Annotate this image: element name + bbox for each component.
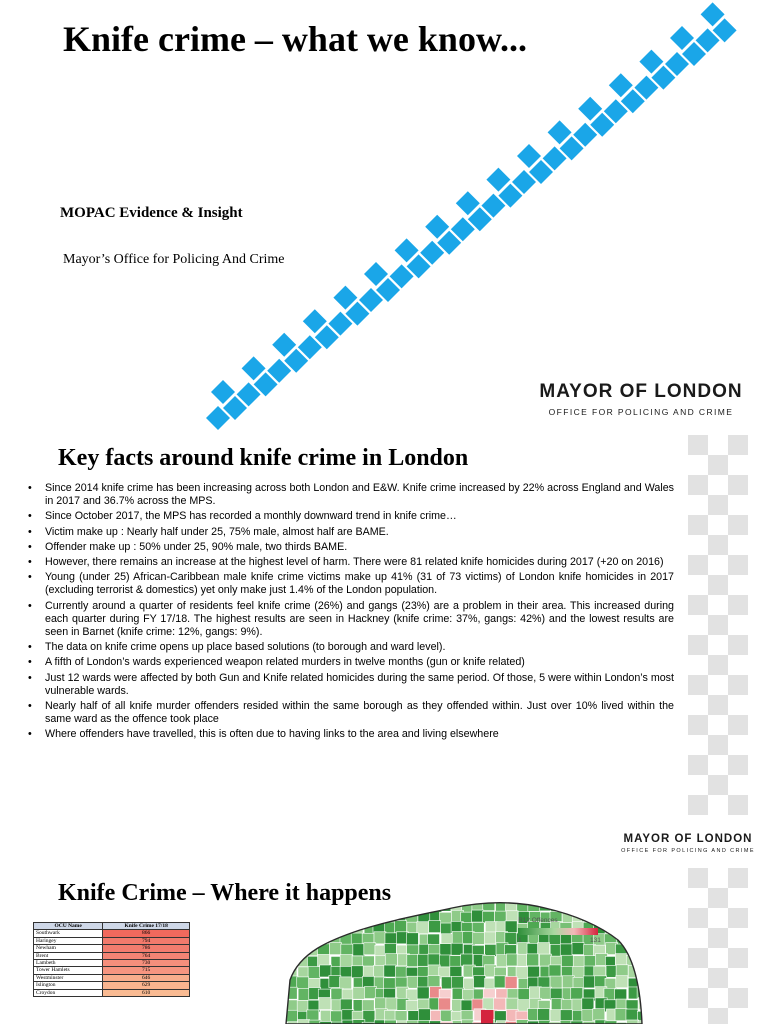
map-wards: [285, 899, 651, 1024]
ward-shape: [451, 943, 463, 955]
org-full-name: Mayor’s Office for Policing And Crime: [63, 252, 285, 267]
ward-shape: [616, 976, 628, 988]
ward-shape: [374, 932, 386, 944]
ward-shape: [494, 998, 506, 1010]
ward-shape: [428, 954, 440, 966]
ward-shape: [318, 922, 330, 934]
ward-shape: [375, 998, 387, 1010]
ward-shape: [638, 932, 650, 944]
legend-color-scale: [518, 928, 598, 935]
ward-shape: [483, 899, 495, 911]
ward-shape: [518, 989, 530, 1001]
checker-square: [728, 675, 748, 695]
ward-shape: [286, 976, 298, 988]
ward-shape: [639, 922, 651, 934]
ocu-name: Southwark: [34, 930, 103, 937]
fact-item: • Young (under 25) African-Caribbean male knife crime victims make up 41% (31 of 73 victims) of London knife homicides in 2017 (excluding terrorist & domestics) yet only make just 1.4% of the London population.: [28, 571, 674, 597]
fact-item: • Since 2014 knife crime has been increasing across both London and E&W. Knife crime increased by 22% across England and Wales in 2017 and 36.7% across the MPS.: [28, 482, 674, 508]
checker-square: [688, 555, 708, 575]
ward-shape: [429, 900, 441, 912]
ward-shape: [494, 976, 506, 988]
ward-shape: [615, 954, 627, 966]
ward-shape: [616, 965, 628, 977]
ward-shape: [506, 954, 518, 966]
ward-shape: [353, 987, 365, 999]
fact-item: • However, there remains an increase at the highest level of harm. There were 81 related knife homicides during 2017 (+20 on 2016): [28, 556, 674, 569]
ward-shape: [626, 1009, 638, 1021]
ward-shape: [561, 955, 573, 967]
ward-shape: [329, 943, 341, 955]
logo-subtitle: OFFICE FOR POLICING AND CRIME: [621, 848, 755, 854]
ward-shape: [472, 899, 484, 911]
ward-shape: [637, 954, 649, 966]
ward-shape: [582, 900, 594, 912]
ward-shape: [604, 901, 616, 913]
ward-shape: [309, 912, 321, 924]
checker-square: [708, 655, 728, 675]
checker-square: [688, 635, 708, 655]
checker-square: [708, 535, 728, 555]
ward-shape: [352, 899, 364, 911]
ocu-name: Haringey: [34, 937, 103, 944]
ward-shape: [594, 901, 606, 913]
ward-shape: [297, 932, 309, 944]
org-name: MOPAC Evidence & Insight: [60, 205, 243, 221]
fact-item: • Just 12 wards were affected by both Gun and Knife related homicides during the same period. Of those, 5 were within London’s most vulnerable wards.: [28, 672, 674, 698]
ward-shape: [351, 933, 363, 945]
checker-square: [688, 675, 708, 695]
ward-shape: [451, 899, 463, 911]
ward-shape: [606, 911, 618, 923]
ocu-name: Croydon: [34, 989, 103, 996]
ward-shape: [395, 899, 407, 911]
ward-shape: [516, 967, 528, 979]
ward-shape: [296, 944, 308, 956]
checker-square: [708, 735, 728, 755]
checker-square: [728, 635, 748, 655]
ward-shape: [639, 900, 651, 912]
ward-shape: [318, 954, 330, 966]
ward-shape: [617, 912, 629, 924]
ward-shape: [429, 921, 441, 933]
ward-shape: [342, 899, 354, 911]
ward-shape: [485, 944, 497, 956]
ward-shape: [362, 910, 374, 922]
ward-shape: [593, 1009, 605, 1021]
legend-max: 131: [590, 937, 601, 944]
ward-shape: [364, 901, 376, 913]
ward-shape: [386, 998, 398, 1010]
ward-shape: [285, 987, 297, 999]
ward-shape: [319, 998, 331, 1010]
knife-crime-value: 866: [103, 930, 190, 937]
knife-crime-value: 794: [103, 937, 190, 944]
fact-item: • Where offenders have travelled, this is often due to having links to the area and living elsewhere: [28, 728, 674, 741]
fact-item: • Since October 2017, the MPS has recorded a monthly downward trend in knife crime…: [28, 510, 674, 523]
fact-item: • A fifth of London’s wards experienced weapon related murders in twelve months (gun or knife related): [28, 656, 674, 669]
checker-square: [688, 595, 708, 615]
checker-square: [728, 795, 748, 815]
ward-shape: [340, 911, 352, 923]
ward-shape: [428, 965, 440, 977]
title-slide: [0, 0, 768, 430]
knife-crime-value: 646: [103, 974, 190, 981]
ward-shape: [573, 956, 585, 968]
ward-shape: [374, 901, 386, 913]
ward-shape: [461, 954, 473, 966]
ward-shape: [594, 911, 606, 923]
ward-shape: [318, 901, 330, 913]
knife-crime-value: 764: [103, 952, 190, 959]
ward-shape: [285, 921, 297, 933]
ward-shape: [505, 921, 517, 933]
ward-shape: [298, 988, 310, 1000]
checker-square: [708, 615, 728, 635]
ward-shape: [440, 1010, 452, 1022]
ward-shape: [320, 965, 332, 977]
ward-shape: [582, 1010, 594, 1022]
ward-shape: [560, 1010, 572, 1022]
slide-title: Knife Crime – Where it happens: [58, 880, 392, 906]
ward-shape: [483, 998, 495, 1010]
ward-shape: [571, 988, 583, 1000]
ward-shape: [428, 976, 440, 988]
ward-shape: [473, 932, 485, 944]
where-it-happens-slide: [0, 860, 768, 1024]
ward-shape: [385, 954, 397, 966]
ward-shape: [340, 999, 352, 1011]
checker-square: [728, 595, 748, 615]
ward-shape: [638, 910, 650, 922]
ward-shape: [296, 921, 308, 933]
ocu-name: Tower Hamlets: [34, 967, 103, 974]
ward-shape: [506, 998, 518, 1010]
ward-shape: [308, 921, 320, 933]
ward-shape: [639, 943, 651, 955]
ward-shape: [297, 977, 309, 989]
ward-shape: [540, 987, 552, 999]
ocu-name: Islington: [34, 982, 103, 989]
ocu-name: Brent: [34, 952, 103, 959]
mayor-of-london-logo: [618, 833, 758, 854]
ward-shape: [616, 933, 628, 945]
ward-shape: [331, 921, 343, 933]
ward-shape: [562, 901, 574, 913]
ward-shape: [353, 910, 365, 922]
ward-shape: [638, 966, 650, 978]
table-header: OCU Name: [34, 923, 103, 930]
ward-shape: [285, 912, 297, 924]
ward-shape: [407, 899, 419, 911]
ward-shape: [395, 921, 407, 933]
logo-subtitle: OFFICE FOR POLICING AND CRIME: [548, 407, 734, 417]
ward-shape: [308, 967, 320, 979]
checker-square: [728, 475, 748, 495]
ward-shape: [638, 978, 650, 990]
ward-shape: [572, 943, 584, 955]
ward-shape: [615, 1009, 627, 1021]
ward-shape: [572, 900, 584, 912]
ward-shape: [395, 966, 407, 978]
checker-square: [688, 475, 708, 495]
ward-shape: [505, 900, 517, 912]
legend-min: 1: [518, 937, 522, 944]
knife-crime-value: 786: [103, 945, 190, 952]
ward-shape: [329, 900, 341, 912]
ward-shape: [385, 900, 397, 912]
ward-shape: [385, 933, 397, 945]
checker-square: [708, 775, 728, 795]
ward-shape: [627, 911, 639, 923]
ward-shape: [353, 944, 365, 956]
checker-square: [688, 715, 708, 735]
checker-square: [688, 795, 708, 815]
fact-item: • The data on knife crime opens up place based solutions (to borough and ward level).: [28, 641, 674, 654]
ward-shape: [406, 933, 418, 945]
mayor-of-london-logo: [525, 381, 757, 417]
checker-square: [688, 515, 708, 535]
ward-shape: [362, 1000, 374, 1012]
ward-shape: [320, 910, 332, 922]
ward-shape: [417, 922, 429, 934]
fact-item: • Currently around a quarter of residents feel knife crime (26%) and gangs (23%) are a problem in their area. This increased during each quarter during FY 17/18. The highest results are seen in Hackney (knife crime: 37%, gangs: 42%) and the lowest results are seen in Barnet (knife crime: 12%, gangs: 9%).: [28, 600, 674, 640]
checker-square: [708, 695, 728, 715]
checker-square: [728, 715, 748, 735]
ward-shape: [329, 910, 341, 922]
fact-item: • Nearly half of all knife murder offenders resided within the same borough as they offended within. Just over 10% lived within the same ward as the offence took place: [28, 700, 674, 726]
ward-shape: [340, 966, 352, 978]
ward-shape: [616, 921, 628, 933]
ward-shape: [484, 932, 496, 944]
checker-square: [708, 495, 728, 515]
ward-shape: [562, 976, 574, 988]
ward-shape: [626, 901, 638, 913]
checker-square: [688, 435, 708, 455]
table-header: Knife Crime 17/18: [103, 923, 190, 930]
fact-item: • Victim make up : Nearly half under 25, 75% male, almost half are BAME.: [28, 526, 674, 539]
ward-shape: [527, 954, 539, 966]
ward-shape: [341, 922, 353, 934]
ward-shape: [627, 923, 639, 935]
ward-shape: [417, 987, 429, 999]
checker-square: [728, 515, 748, 535]
ward-shape: [286, 932, 298, 944]
ward-shape: [628, 932, 640, 944]
ward-shape: [309, 900, 321, 912]
ward-shape: [472, 910, 484, 922]
ward-shape: [407, 955, 419, 967]
ward-shape: [474, 976, 486, 988]
london-ward-map: [0, 860, 768, 1024]
ward-shape: [340, 977, 352, 989]
facts-list: [28, 482, 674, 744]
checker-square: [688, 755, 708, 775]
ward-shape: [329, 976, 341, 988]
logo-title: MAYOR OF LONDON: [539, 381, 743, 402]
ward-shape: [560, 944, 572, 956]
checker-square: [728, 555, 748, 575]
key-facts-slide: [0, 430, 768, 860]
ocu-name: Newham: [34, 945, 103, 952]
legend-title: R12 Offences: [518, 917, 558, 924]
ward-shape: [418, 1009, 430, 1021]
knife-crime-value: 629: [103, 982, 190, 989]
ward-shape: [539, 954, 551, 966]
ward-shape: [439, 998, 451, 1010]
ward-shape-highest: [481, 1010, 493, 1024]
knife-crime-value: 610: [103, 989, 190, 996]
ward-shape: [384, 965, 396, 977]
ward-shape: [287, 954, 299, 966]
ward-shape: [364, 987, 376, 999]
ward-shape: [364, 943, 376, 955]
ward-shape: [505, 976, 517, 988]
ward-shape: [452, 976, 464, 988]
slide-title: Knife crime – what we know...: [63, 19, 527, 59]
ocu-name: Lambeth: [34, 960, 103, 967]
ward-shape: [331, 988, 343, 1000]
ward-shape: [549, 965, 561, 977]
ward-shape: [340, 955, 352, 967]
checker-square: [708, 455, 728, 475]
knife-crime-value: 715: [103, 967, 190, 974]
ward-shape: [440, 944, 452, 956]
ward-shape: [450, 956, 462, 968]
logo-title: MAYOR OF LONDON: [623, 833, 753, 845]
ward-shape: [582, 998, 594, 1010]
ward-shape: [297, 900, 309, 912]
ward-shape: [550, 976, 562, 988]
ward-shape: [318, 944, 330, 956]
checker-square: [728, 435, 748, 455]
ward-shape: [351, 966, 363, 978]
ward-shape: [538, 1009, 550, 1021]
knife-crime-value: 730: [103, 960, 190, 967]
ward-shape: [307, 933, 319, 945]
ward-shape: [583, 976, 595, 988]
checker-square: [708, 575, 728, 595]
diamond-pattern-decoration: [0, 0, 768, 430]
ward-shape: [417, 899, 429, 911]
ward-shape: [373, 911, 385, 923]
ward-shape: [528, 966, 540, 978]
fact-item: • Offender make up : 50% under 25, 90% male, two thirds BAME.: [28, 541, 674, 554]
checker-square: [728, 755, 748, 775]
ward-shape: [440, 912, 452, 924]
ward-shape: [286, 899, 298, 911]
ward-shape: [538, 943, 550, 955]
ocu-name: Westminster: [34, 974, 103, 981]
ward-shape: [287, 943, 299, 955]
ward-shape: [616, 900, 628, 912]
ward-shape: [331, 1011, 343, 1023]
slide-title: Key facts around knife crime in London: [58, 445, 469, 471]
ward-shape: [296, 910, 308, 922]
